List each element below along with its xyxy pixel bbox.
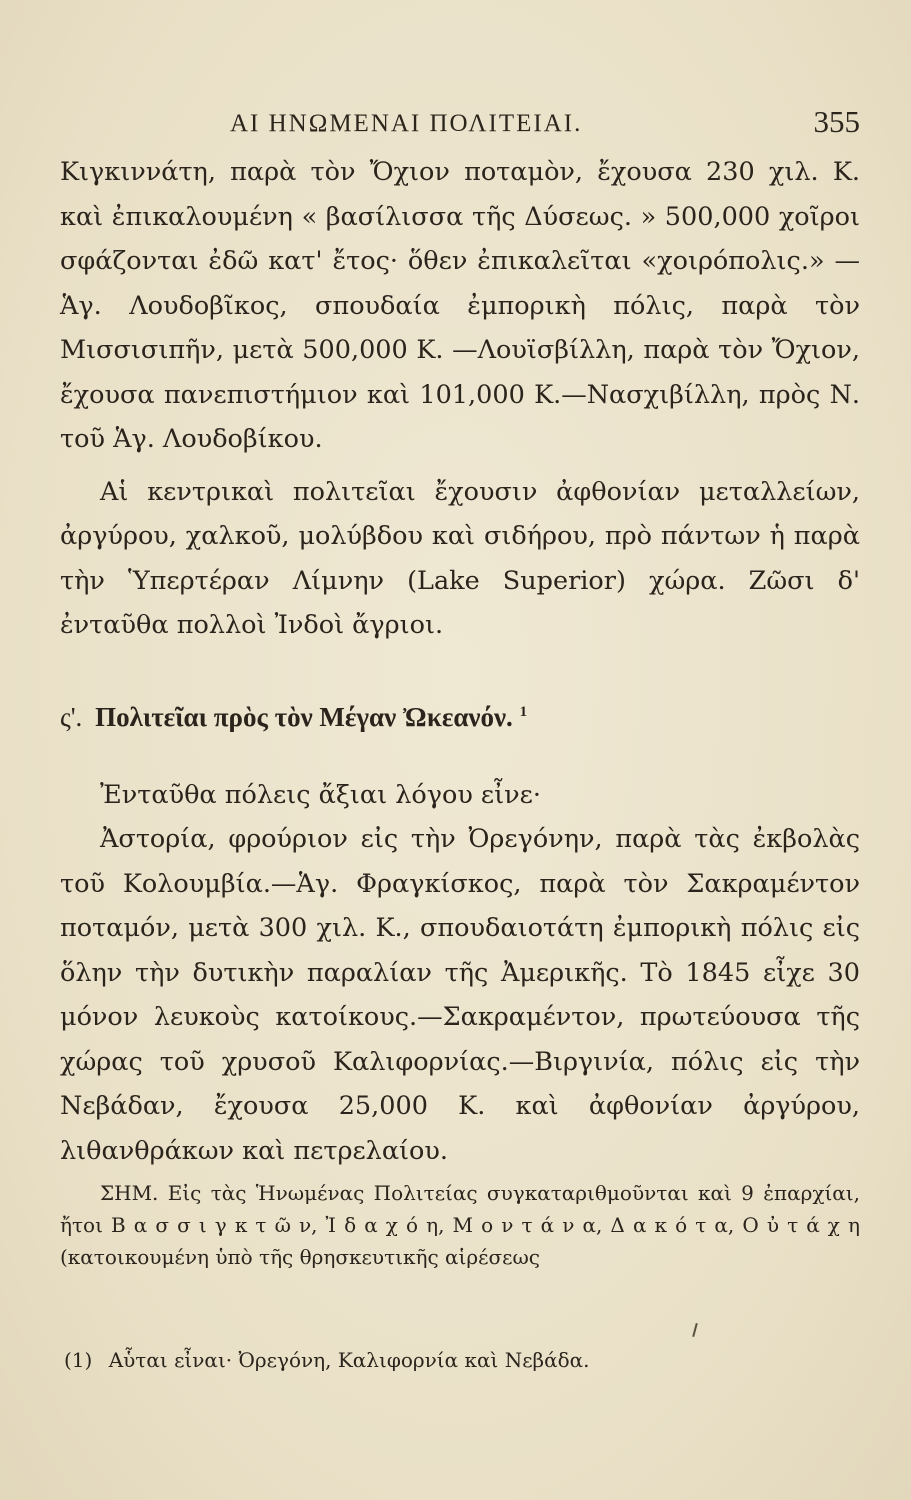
paragraph-cities-central: Κιγκιννάτη, παρὰ τὸν Ὄχιον ποταμὸν, ἔχουσα 230 χιλ. Κ. καὶ ἐπικαλουμένη « βασίλισσα τῆς Δύσεως. » 500,000 χοῖροι σφάζονται ἐδῶ κατ' ἔτος· ὅθεν ἐπικαλεῖται «χοιρόπολις.» —Ἁγ. Λουδοβῖκος, σπουδαία ἐμπορικὴ πόλις, παρὰ τὸν Μισσισιπῆν, μετὰ 500,000 Κ. —Λουϊσβίλλη, παρὰ τὸν Ὄχιον, ἔχουσα πανεπιστήμιον καὶ 101,000 Κ.—Νασχιβίλλη, πρὸς Ν. τοῦ Ἁγ. Λουδοβίκου. <box>60 157 860 454</box>
footnote-reference: 1 <box>519 703 528 720</box>
page-header <box>60 104 860 148</box>
paragraph-intro: Ἐνταῦθα πόλεις ἄξιαι λόγου εἶνε· <box>100 779 541 810</box>
note-paragraph: ΣΗΜ. Εἰς τὰς Ἡνωμένας Πολιτείας συγκαταριθμοῦνται καὶ 9 ἐπαρχίαι, ἤτοι Β α σ σ ι γ κ τ ῶ ν, Ἰ δ α χ ό η, Μ ο ν τ ά ν α, Δ α κ ό τ α, Ο ὐ τ ά χ η (κατοικουμένη ὑπὸ τῆς θρησκευτικῆς αἱρέσεως <box>60 1181 860 1269</box>
section-heading <box>60 690 860 739</box>
footnote-marker: (1) <box>64 1348 93 1372</box>
body-text <box>60 150 860 1273</box>
page-number: 355 <box>813 104 860 139</box>
section-title: Πολιτεῖαι πρὸς τὸν Μέγαν Ὠκεανόν. <box>95 701 513 732</box>
footnote-text: Αὗται εἶναι· Ὀρεγόνη, Καλιφορνία καὶ Νεβάδα. <box>108 1348 590 1372</box>
footnote-separator-mark <box>692 1323 698 1337</box>
paragraph-central-states: Αἱ κεντρικαὶ πολιτεῖαι ἔχουσιν ἀφθονίαν μεταλλείων, ἀργύρου, χαλκοῦ, μολύβδου καὶ σιδήρου, πρὸ πάντων ἡ παρὰ τὴν Ὑπερτέραν Λίμνην (Lake Superior) χώρα. Ζῶσι δ' ἐνταῦθα πολλοὶ Ἰνδοὶ ἄγριοι. <box>60 476 860 640</box>
section-marker: ς'. <box>60 701 83 732</box>
footnote <box>64 1345 854 1375</box>
running-head: ΑΙ ΗΝΩΜΕΝΑΙ ΠΟΛΙΤΕΙΑΙ. <box>230 110 583 137</box>
paragraph-pacific-cities: Ἀστορία, φρούριον εἰς τὴν Ὀρεγόνην, παρὰ τὰς ἐκβολὰς τοῦ Κολουμβία.—Ἁγ. Φραγκίσκος, παρὰ τὸν Σακραμέντον ποταμόν, μετὰ 300 χιλ. Κ., σπουδαιοτάτη ἐμπορικὴ πόλις εἰς ὅλην τὴν δυτικὴν παραλίαν τῆς Ἀμερικῆς. Τὸ 1845 εἶχε 30 μόνον λευκοὺς κατοίκους.—Σακραμέντον, πρωτεύουσα τῆς χώρας τοῦ χρυσοῦ Καλιφορνίας.—Βιργινία, πόλις εἰς τὴν Νεβάδαν, ἔχουσα 25,000 Κ. καὶ ἀφθονίαν ἀργύρου, λιθανθράκων καὶ πετρελαίου. <box>60 824 860 1166</box>
